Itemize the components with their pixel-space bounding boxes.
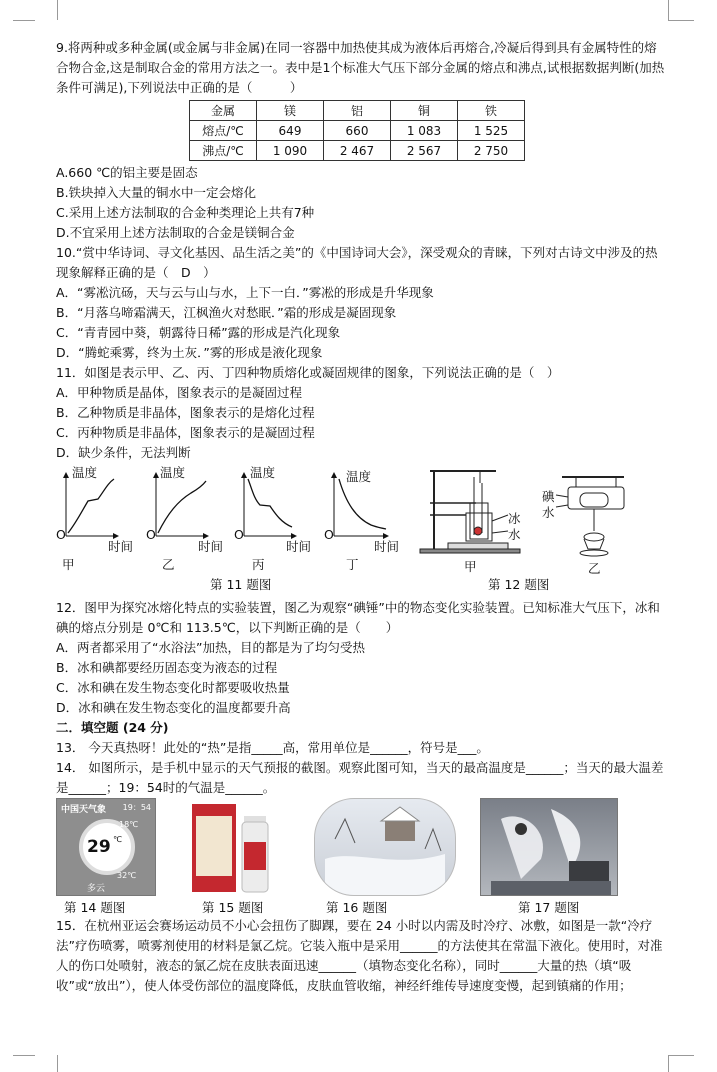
corner-mark bbox=[35, 0, 58, 20]
option-c: C．丙种物质是非晶体，图象表示的是凝固过程 bbox=[56, 425, 315, 440]
option-a: A.660 ℃的铝主要是固态 bbox=[56, 165, 198, 180]
graph-yi bbox=[156, 473, 208, 536]
table-cell: 镁 bbox=[257, 101, 324, 121]
option-c: C．“青青园中葵，朝露待日稀”露的形成是汽化现象 bbox=[56, 325, 341, 340]
table-cell: 铝 bbox=[324, 101, 391, 121]
axis-label-time: 时间 bbox=[374, 539, 400, 554]
option-c: C.采用上述方法制取的合金种类理论上共有7种 bbox=[56, 205, 315, 220]
spray-bottle-image bbox=[190, 798, 276, 894]
graph-name: 甲 bbox=[62, 557, 75, 572]
option-a: A．“雾凇沆砀，天与云与山与水，上下一白．”雾凇的形成是升华现象 bbox=[56, 285, 434, 300]
corner-mark bbox=[668, 1055, 691, 1072]
option-a: A．甲种物质是晶体，图象表示的是凝固过程 bbox=[56, 385, 303, 400]
option-d: D.不宜采用上述方法制取的合金是镁铜合金 bbox=[56, 225, 295, 240]
water-label: 水 bbox=[542, 505, 555, 520]
corner-mark bbox=[13, 20, 35, 21]
question-12-text: 12．图甲为探究冰熔化特点的实验装置，图乙为观察“碘锤”中的物态变化实验装置。已知标准大气压下，冰和碘的熔点分别是 0℃和 113.5℃，以下判断正确的是（ ） bbox=[56, 600, 660, 635]
graph-name: 丁 bbox=[346, 557, 359, 572]
origin-label: O bbox=[56, 527, 66, 542]
weather-screenshot bbox=[56, 798, 156, 896]
origin-label: O bbox=[146, 527, 156, 542]
corner-mark bbox=[35, 1055, 58, 1072]
question-9-text: 9.将两种或多种金属(或金属与非金属)在同一容器中加热使其成为液体后再熔合,冷凝后得到具有金属特性的熔合物合金,这是制取合金的常用方法之一。表中是1个标准大气压下部分金属的熔点和沸点,试根据数据判断(加热条件可满足),下列说法中正确的是（ ） bbox=[56, 40, 665, 95]
option-b: B.铁块掉入大量的铜水中一定会熔化 bbox=[56, 185, 257, 200]
table-cell: 1 525 bbox=[458, 121, 525, 141]
winter-painting-photo bbox=[314, 798, 456, 896]
option-b: B．“月落乌啼霜满天，江枫渔火对愁眠．”霜的形成是凝固现象 bbox=[56, 305, 397, 320]
option-c: C．冰和碘在发生物态变化时都要吸收热量 bbox=[56, 680, 290, 695]
spray-bottle-photo bbox=[190, 798, 276, 894]
snow-blower-photo bbox=[480, 798, 618, 896]
table-cell: 660 bbox=[324, 121, 391, 141]
table-cell: 铜 bbox=[391, 101, 458, 121]
option-d: D．“腾蛇乘雾，终为土灰．”雾的形成是液化现象 bbox=[56, 345, 323, 360]
photo-row bbox=[56, 798, 668, 916]
weather-unit: ℃ bbox=[113, 835, 122, 844]
axis-label-temperature: 温度 bbox=[346, 469, 372, 484]
weather-time: 19：54 bbox=[122, 803, 151, 812]
weather-desc: 多云 bbox=[87, 884, 106, 894]
melting-table bbox=[189, 100, 525, 161]
weather-title: 中国天气象 bbox=[61, 805, 107, 815]
question-14-text: 14． 如图所示，是手机中显示的天气预报的截图。观察此图可知，当天的最高温度是______；当天的最大温差是______；19：54时的气温是______。 bbox=[56, 760, 664, 795]
section-heading: 二．填空题 (24 分) bbox=[56, 720, 169, 735]
origin-label: O bbox=[324, 527, 334, 542]
figure-row bbox=[56, 463, 668, 598]
table-cell: 1 090 bbox=[257, 141, 324, 161]
corner-mark bbox=[668, 0, 691, 20]
snow-blower-image bbox=[481, 799, 617, 895]
graph-name: 乙 bbox=[162, 557, 175, 572]
table-cell: 沸点/℃ bbox=[190, 141, 257, 161]
apparatus-jia-label: 甲 bbox=[464, 559, 477, 574]
axis-label-temperature: 温度 bbox=[160, 465, 186, 480]
option-d: D．冰和碘在发生物态变化的温度都要升高 bbox=[56, 700, 291, 715]
axis-label-time: 时间 bbox=[108, 539, 134, 554]
question-15-text: 15．在杭州亚运会赛场运动员不小心会扭伤了脚踝，要在 24 小时以内需及时冷疗、冰敷，如图是一款“冷疗法”疗伤喷雾，喷雾剂使用的材料是氯乙烷。它装入瓶中是采用______的方法使其在常温下液化。使用时，对准人的伤口处喷射，液态的氯乙烷在皮肤表面迅速______（填物态变化名称），同时______大量的热（填“吸收”或“放出”），使人体受伤部位的温度降低，皮肤血管收缩，神经纤维传导速度变慢，起到镇痛的作用； bbox=[56, 918, 663, 993]
apparatus-yi-label: 乙 bbox=[588, 561, 601, 576]
graph-name: 丙 bbox=[252, 557, 265, 572]
iodine-hammer-apparatus bbox=[556, 477, 624, 556]
question-13-text: 13． 今天真热呀！此处的“热”是指_____高，常用单位是______，符号是___。 bbox=[56, 740, 489, 755]
winter-painting-image bbox=[315, 799, 455, 895]
corner-mark bbox=[13, 1055, 35, 1056]
axis-label-temperature: 温度 bbox=[250, 465, 276, 480]
table-row bbox=[190, 141, 525, 161]
figure-14-caption: 第 14 题图 bbox=[64, 900, 126, 915]
figure-12-caption: 第 12 题图 bbox=[488, 577, 550, 592]
weather-low: 18℃ bbox=[119, 820, 139, 829]
table-cell: 金属 bbox=[190, 101, 257, 121]
question-11-text: 11．如图是表示甲、乙、丙、丁四种物质熔化或凝固规律的图象，下列说法正确的是（ ） bbox=[56, 365, 560, 380]
axis-label-time: 时间 bbox=[286, 539, 312, 554]
option-b: B．冰和碘都要经历固态变为液态的过程 bbox=[56, 660, 278, 675]
figure-17-caption: 第 17 题图 bbox=[518, 900, 580, 915]
table-cell: 649 bbox=[257, 121, 324, 141]
option-a: A．两者都采用了“水浴法”加热，目的都是为了均匀受热 bbox=[56, 640, 366, 655]
ice-label: 冰 bbox=[508, 511, 521, 526]
table-cell: 2 567 bbox=[391, 141, 458, 161]
exam-page bbox=[56, 38, 668, 996]
graph-bing bbox=[244, 473, 296, 536]
option-b: B．乙种物质是非晶体，图象表示的是熔化过程 bbox=[56, 405, 315, 420]
table-row bbox=[190, 121, 525, 141]
weather-high: 32℃ bbox=[117, 871, 137, 880]
figure-16-caption: 第 16 题图 bbox=[326, 900, 388, 915]
corner-mark bbox=[668, 1055, 694, 1056]
table-cell: 1 083 bbox=[391, 121, 458, 141]
weather-temp: 29 bbox=[87, 837, 111, 857]
axis-label-temperature: 温度 bbox=[72, 465, 98, 480]
table-cell: 2 750 bbox=[458, 141, 525, 161]
table-header-row bbox=[190, 101, 525, 121]
question-10-text: 10.“赏中华诗词、寻文化基因、品生活之美”的《中国诗词大会》，深受观众的青睐，下列对古诗文中涉及的热现象解释正确的是（ D ） bbox=[56, 245, 658, 280]
origin-label: O bbox=[234, 527, 244, 542]
figure-15-caption: 第 15 题图 bbox=[202, 900, 264, 915]
iodine-label: 碘 bbox=[542, 489, 555, 504]
option-d: D．缺少条件，无法判断 bbox=[56, 445, 191, 460]
table-cell: 铁 bbox=[458, 101, 525, 121]
figure-11-caption: 第 11 题图 bbox=[210, 577, 272, 592]
ice-melting-apparatus bbox=[420, 471, 520, 553]
axis-label-time: 时间 bbox=[198, 539, 224, 554]
table-cell: 熔点/℃ bbox=[190, 121, 257, 141]
table-cell: 2 467 bbox=[324, 141, 391, 161]
graph-jia bbox=[66, 473, 118, 536]
corner-mark bbox=[668, 20, 694, 21]
water-label: 水 bbox=[508, 527, 521, 542]
